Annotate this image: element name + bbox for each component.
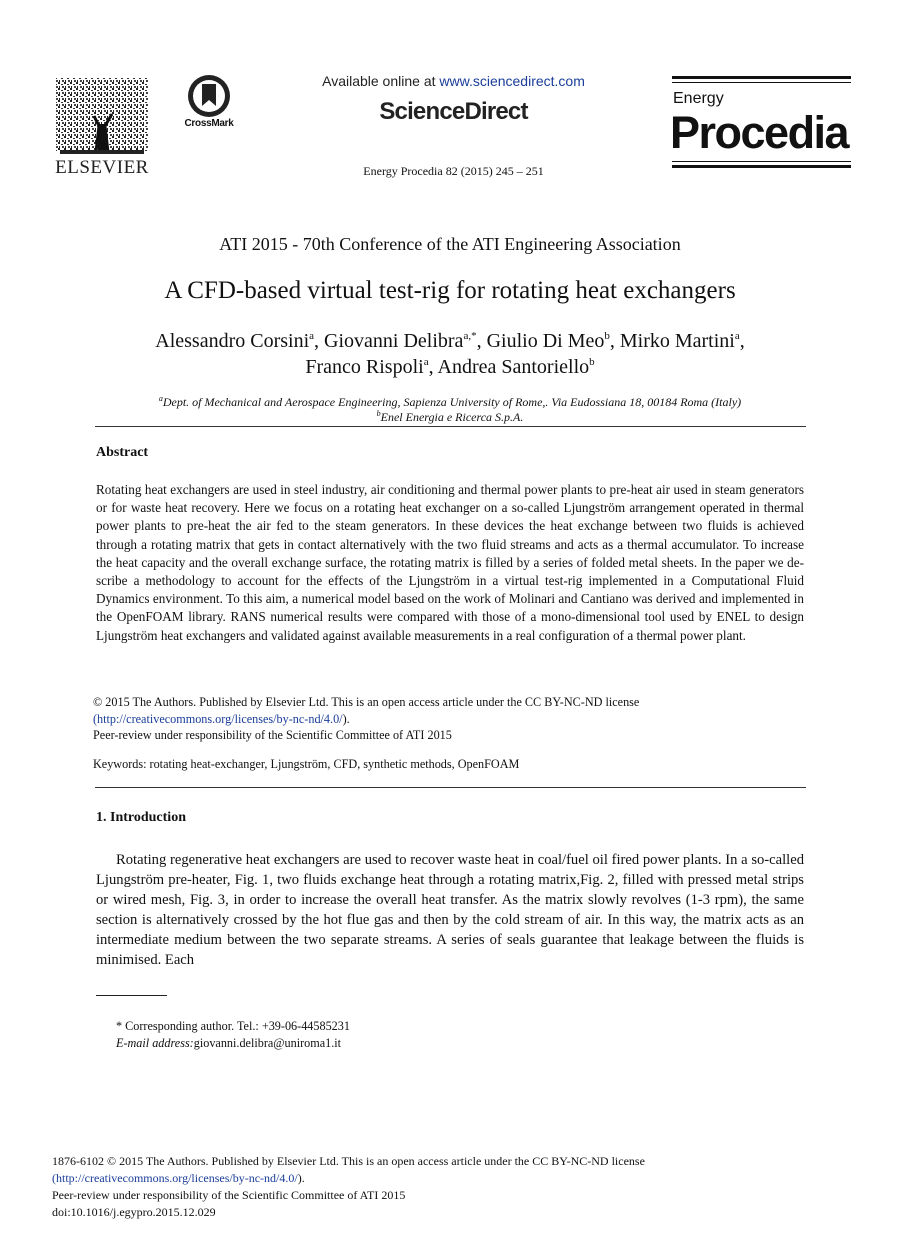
affiliation-b-text: Enel Energia e Ricerca S.p.A.	[380, 410, 524, 424]
footnote-rule	[96, 995, 167, 996]
author-name: Giulio Di Meo	[486, 330, 605, 352]
article-title: A CFD-based virtual test-rig for rotating heat exchangers	[164, 277, 736, 304]
authors-line-1	[0, 330, 900, 353]
intro-heading: 1. Introduction	[96, 810, 186, 825]
page-footer	[52, 1153, 772, 1221]
elsevier-wordmark: ELSEVIER	[55, 157, 149, 178]
affiliation-a	[0, 395, 900, 410]
author-separator: ,	[428, 356, 438, 378]
footer-link-line	[52, 1170, 772, 1187]
license-link-end: ).	[342, 711, 350, 726]
footer-peer-review: Peer-review under responsibility of the Scientific Committee of ATI 2015	[52, 1188, 406, 1202]
author-name: Mirko Martini	[619, 330, 735, 352]
corresponding-author: * Corresponding author. Tel.: +39-06-44585231	[116, 1019, 350, 1033]
author-separator: ,	[739, 330, 745, 352]
author-affil-mark: a	[309, 330, 315, 342]
procedia-thin-rule	[672, 82, 851, 83]
author-affil-mark: b	[604, 330, 610, 342]
affil-mark: a	[158, 394, 163, 403]
available-prefix: Available online at	[322, 73, 440, 89]
author-name: Franco Rispoli	[305, 356, 424, 378]
email-line	[116, 1036, 341, 1051]
footer-link-end: ).	[297, 1171, 305, 1185]
footer-doi: doi:10.1016/j.egypro.2015.12.029	[52, 1205, 216, 1219]
divider	[95, 787, 806, 788]
authors-line-2	[0, 356, 900, 379]
procedia-bottom-thin-rule	[672, 161, 851, 162]
license-link-line	[93, 711, 813, 728]
author-name: Giovanni Delibra	[324, 330, 464, 352]
abstract-text: Rotating heat exchangers are used in steel industry, air conditioning and thermal power plants to pre-heat air used in steam generators or for waste heat recovery. Here we focus on a rotating heat exchanger on a so-called Ljungström arrangement operated in thermal power plants to pre-heat the air fed to the steam generators. In these devices the heat exchange between two fluids is achieved through a rotating matrix that gets in contact alternatively with the two fluid streams and acts as a thermal accumulator. To increase the heat capacity and the overall exchange surface, the rotating matrix is filled by a series of folded metal sheets. In the paper we de-scribe a methodology to account for the effects of the Ljungström in a virtual test-rig implemented in a Computational Fluid Dynamics environment. To this aim, a numerical model based on the work of Molinari and Cantiano was derived and implemented in the OpenFOAM library. RANS numerical results were compared with those of a mono-dimensional tool used by ENEL to design Ljungström heat exchangers and validated against available measurements in a real configuration of a thermal power plant.	[96, 482, 804, 643]
conference-name: ATI 2015 - 70th Conference of the ATI Engineering Association	[219, 234, 681, 254]
author-name: Andrea Santoriello	[437, 356, 590, 378]
affiliation-a-text: Dept. of Mechanical and Aerospace Engineering, Sapienza University of Rome,. Via Eudossiana 18, 00184 Roma (Italy)	[162, 395, 742, 409]
affil-mark: b	[376, 409, 381, 418]
author-affil-mark: a	[734, 330, 740, 342]
license-link[interactable]: (http://creativecommons.org/licenses/by-nc-nd/4.0/	[93, 711, 343, 726]
author-separator: ,	[314, 330, 325, 352]
license-line: © 2015 The Authors. Published by Elsevier Ltd. This is an open access article under the CC BY-NC-ND license	[93, 695, 640, 709]
procedia-wordmark: Procedia	[670, 107, 849, 158]
sciencedirect-link[interactable]: www.sciencedirect.com	[439, 73, 585, 89]
email-address: giovanni.delibra@uniroma1.it	[193, 1036, 342, 1050]
author-separator: ,	[609, 330, 620, 352]
abstract-heading: Abstract	[96, 445, 149, 460]
divider	[95, 426, 806, 427]
keywords: Keywords: rotating heat-exchanger, Ljungström, CFD, synthetic methods, OpenFOAM	[93, 757, 520, 771]
procedia-energy-label: Energy	[673, 90, 724, 107]
affiliation-b	[0, 410, 900, 425]
author-separator: ,	[476, 330, 487, 352]
procedia-bottom-rule	[672, 165, 851, 168]
sciencedirect-brand: ScienceDirect	[379, 98, 528, 125]
footer-license-link[interactable]: (http://creativecommons.org/licenses/by-nc-nd/4.0/	[52, 1171, 298, 1185]
peer-review: Peer-review under responsibility of the Scientific Committee of ATI 2015	[93, 728, 452, 742]
author-affil-mark: b	[589, 356, 595, 368]
footer-license: 1876-6102 © 2015 The Authors. Published by Elsevier Ltd. This is an open access article under the CC BY-NC-ND license	[52, 1154, 645, 1168]
crossmark-label: CrossMark	[184, 118, 234, 129]
author-affil-mark: a,*	[463, 330, 477, 342]
email-label: E-mail address:	[116, 1036, 194, 1050]
procedia-top-rule	[672, 76, 851, 79]
author-name: Alessandro Corsini	[155, 330, 310, 352]
license-notice	[93, 694, 813, 744]
journal-reference: Energy Procedia 82 (2015) 245 – 251	[363, 164, 544, 178]
intro-text: Rotating regenerative heat exchangers are used to recover waste heat in coal/fuel oil fired power plants. In a so-called Ljungström pre-heater, Fig. 1, two fluids exchange heat through a rotating matrix,Fig. 2, filled with pressed metal strips or wired mesh, Fig. 3, in order to increase the overall heat transfer. As the matrix slowly revolves (1-3 rpm), the same section is alternatively crossed by the hot flue gas and then by the cold stream of air. In this way, the matrix acts as an intermediate medium between the two separate streams. A series of seals guarantee that leakage between the fluids is minimised. Each	[96, 852, 804, 968]
author-affil-mark: a	[423, 356, 429, 368]
